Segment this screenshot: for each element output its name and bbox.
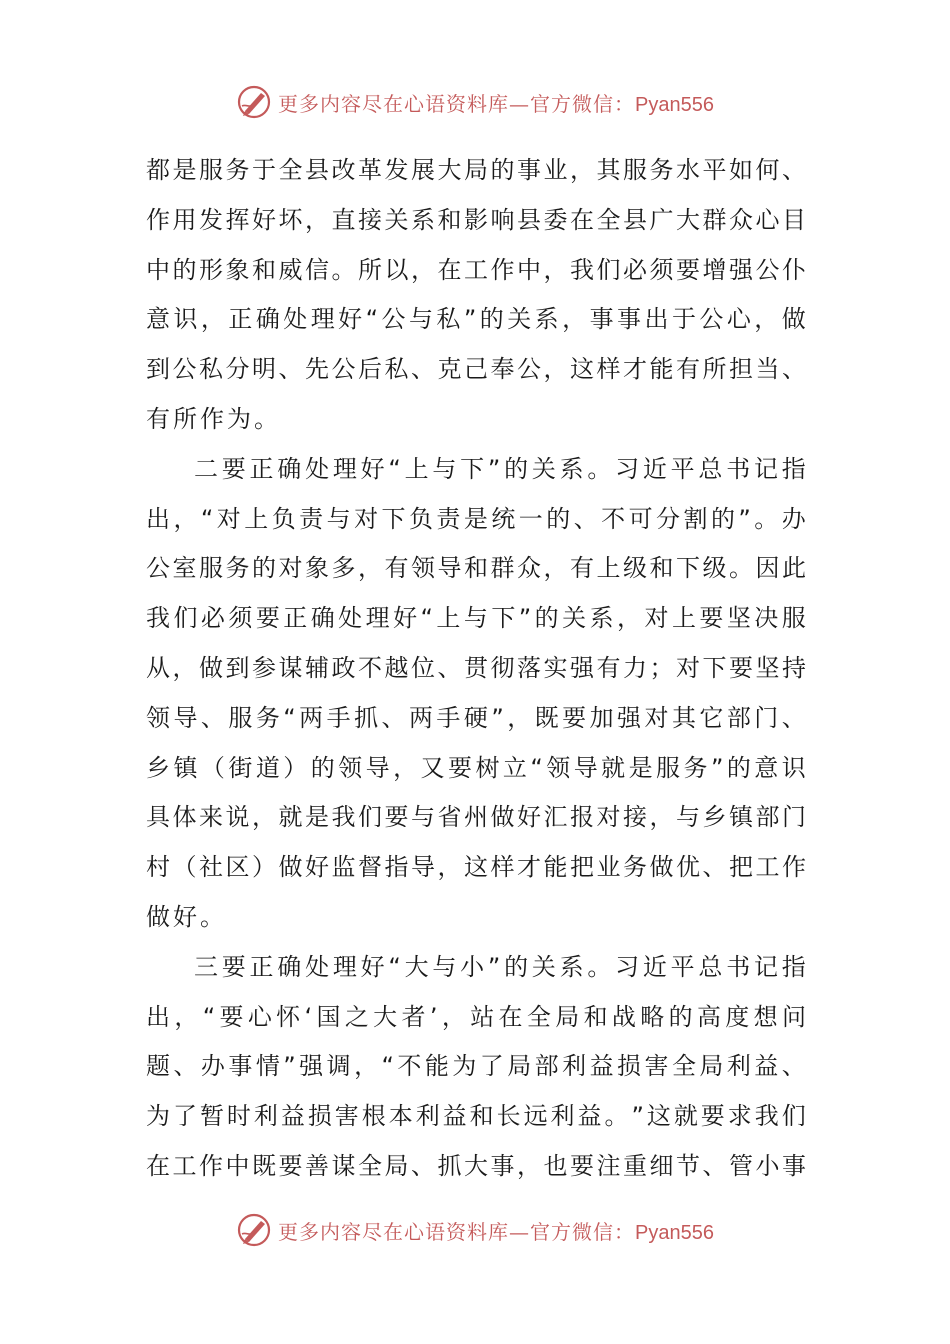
text-line: 领 导 、 服 务 “ 两 手 抓 、 两 手 硬 ” ， 既 要 加 强 对 其 它 部 门 、 — [146, 703, 806, 732]
footer-watermark-text: 更多内容尽在心语资料库—官方微信： — [278, 1219, 636, 1244]
text-line: 作 用 发 挥 好 坏 ， 直 接 关 系 和 影 响 县 委 在 全 县 广 大 群 众 心 目 — [146, 205, 806, 234]
text-line: 具 体 来 说 ， 就 是 我 们 要 与 省 州 做 好 汇 报 对 接 ， 与 乡 镇 部 门 — [146, 803, 806, 832]
pen-logo-icon — [236, 84, 272, 120]
pen-logo-icon — [236, 1212, 272, 1248]
text-line: 三 要 正 确 处 理 好 “ 大 与 小 ” 的 关 系 。 习 近 平 总 书 记 指 — [194, 952, 806, 981]
header-watermark-text: 更多内容尽在心语资料库—官方微信： — [278, 91, 636, 116]
text-line: 二 要 正 确 处 理 好 “ 上 与 下 ” 的 关 系 。 习 近 平 总 书 记 指 — [194, 454, 806, 483]
text-line: 公 室 服 务 的 对 象 多 ， 有 领 导 和 群 众 ， 有 上 级 和 下 级 。 因 此 — [146, 554, 806, 583]
footer-wechat-id: Pyan556 — [635, 1221, 714, 1244]
text-line: 有所作为。 — [146, 404, 281, 433]
text-line: 出 ， “ 对 上 负 责 与 对 下 负 责 是 统 一 的 、 不 可 分 割 的 ” 。 办 — [146, 504, 806, 533]
text-line: 村 （ 社 区 ） 做 好 监 督 指 导 ， 这 样 才 能 把 业 务 做 优 、 把 工 作 — [146, 853, 806, 882]
text-line: 题 、 办 事 情 ” 强 调 ， “ 不 能 为 了 局 部 利 益 损 害 全 局 利 益 、 — [146, 1052, 806, 1081]
text-line: 为 了 暂 时 利 益 损 害 根 本 利 益 和 长 远 利 益 。 ” 这 就 要 求 我 们 — [146, 1102, 806, 1131]
footer-watermark — [0, 1210, 950, 1250]
text-line: 在 工 作 中 既 要 善 谋 全 局 、 抓 大 事 ， 也 要 注 重 细 节 、 管 小 事 — [146, 1151, 806, 1180]
text-line: 做好。 — [146, 902, 227, 931]
text-line: 出 ， “ 要 心 怀 ‘ 国 之 大 者 ’ ， 站 在 全 局 和 战 略 的 高 度 想 问 — [146, 1002, 806, 1031]
header-watermark — [0, 82, 950, 122]
text-line: 都 是 服 务 于 全 县 改 革 发 展 大 局 的 事 业 ， 其 服 务 水 平 如 何 、 — [146, 156, 806, 184]
document-body — [146, 146, 806, 1192]
text-line: 乡 镇 （ 街 道 ） 的 领 导 ， 又 要 树 立 “ 领 导 就 是 服 务 ” 的 意 识 — [146, 753, 806, 782]
text-line: 中 的 形 象 和 威 信 。 所 以 ， 在 工 作 中 ， 我 们 必 须 要 增 强 公 仆 — [146, 255, 806, 284]
text-line: 我 们 必 须 要 正 确 处 理 好 “ 上 与 下 ” 的 关 系 ， 对 上 要 坚 决 服 — [146, 604, 806, 633]
text-line: 从 ， 做 到 参 谋 辅 政 不 越 位 、 贯 彻 落 实 强 有 力 ； 对 下 要 坚 持 — [146, 653, 806, 682]
header-wechat-id: Pyan556 — [635, 93, 714, 116]
text-line: 到 公 私 分 明 、 先 公 后 私 、 克 己 奉 公 ， 这 样 才 能 有 所 担 当 、 — [146, 355, 806, 384]
text-line: 意 识 ， 正 确 处 理 好 “ 公 与 私 ” 的 关 系 ， 事 事 出 于 公 心 ， 做 — [146, 305, 806, 334]
